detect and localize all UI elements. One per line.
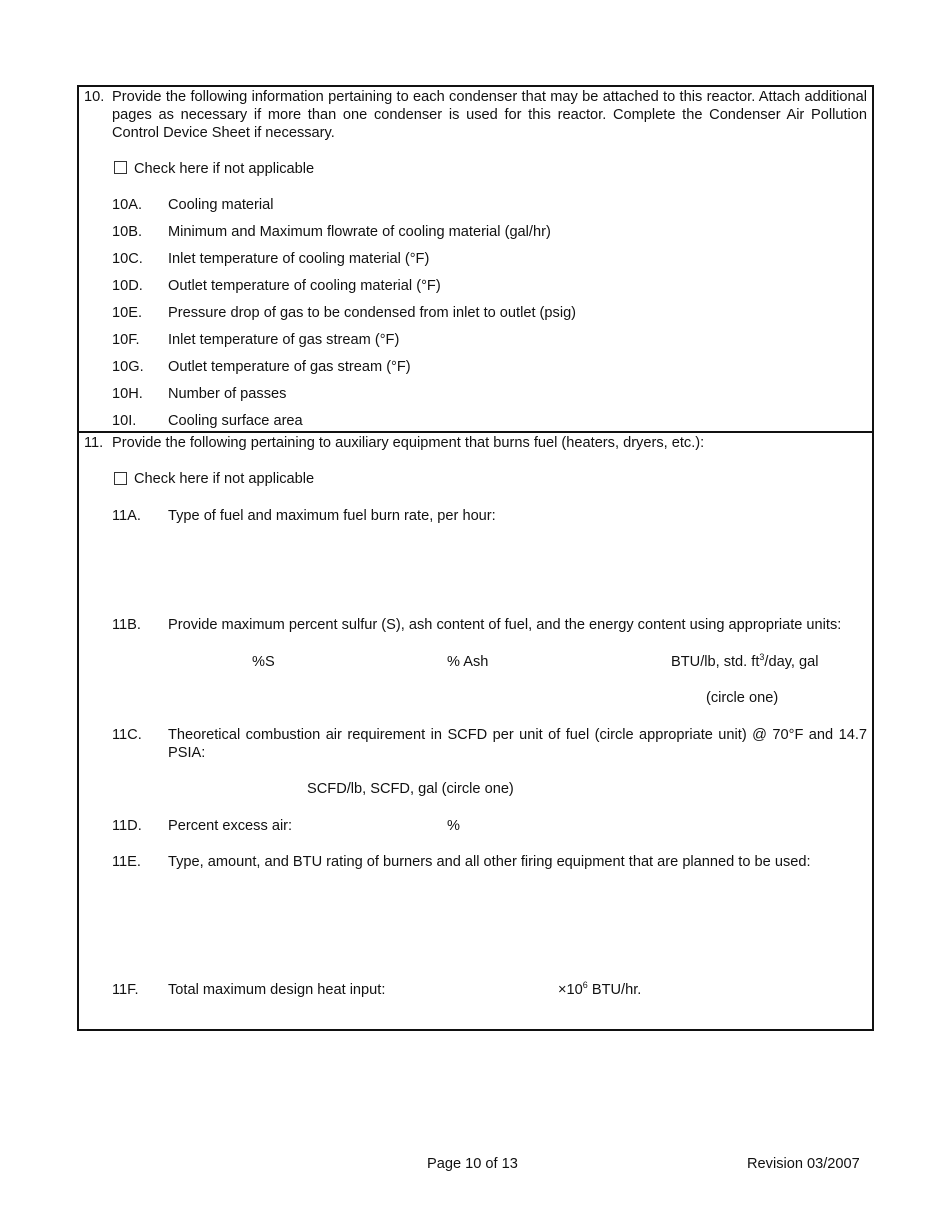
item-label: Outlet temperature of gas stream (°F)	[168, 359, 411, 375]
section-10-not-applicable-checkbox[interactable]	[114, 161, 127, 174]
circle-one-note: (circle one)	[706, 690, 779, 706]
item-code: 10D.	[112, 278, 143, 294]
item-label: Type, amount, and BTU rating of burners and all other firing equipment that are planned to be used:	[168, 854, 811, 870]
heat-input-unit-label: $\times 10^6$ BTU/hr.	[558, 980, 642, 998]
item-code: 11F.	[112, 982, 139, 998]
section-10-not-applicable-label: Check here if not applicable	[134, 161, 315, 177]
item-label: Inlet temperature of cooling material (°F)	[168, 251, 430, 267]
item-code: 11B.	[112, 617, 141, 633]
page-number: Page 10 of 13	[427, 1156, 518, 1172]
section-11-not-applicable-label: Check here if not applicable	[134, 471, 315, 487]
section-11-number: 11.	[84, 435, 104, 451]
sulfur-unit-label: %S	[252, 654, 275, 670]
item-code: 10E.	[112, 305, 143, 321]
percent-unit-label: %	[447, 818, 460, 834]
section-11-instructions: Provide the following pertaining to auxiliary equipment that burns fuel (heaters, dryers, etc.):	[112, 435, 705, 451]
item-code: 10G.	[112, 359, 144, 375]
item-code: 10C.	[112, 251, 143, 267]
item-code: 10A.	[112, 197, 143, 213]
item-code: 11A.	[112, 508, 141, 524]
item-label: Cooling surface area	[168, 413, 303, 429]
item-label: Minimum and Maximum flowrate of cooling material (gal/hr)	[168, 224, 551, 240]
item-code: 10I.	[112, 413, 137, 429]
item-code: 11E.	[112, 854, 141, 870]
energy-unit-label: BTU/lb, std. $ft^3$/day, gal	[671, 652, 819, 670]
item-label: Total maximum design heat input:	[168, 982, 386, 998]
item-label: Cooling material	[168, 197, 274, 213]
item-label: Inlet temperature of gas stream (°F)	[168, 332, 400, 348]
ash-unit-label: % Ash	[447, 654, 489, 670]
item-label: Number of passes	[168, 386, 287, 402]
section-10-number: 10.	[84, 89, 105, 105]
item-label: Theoretical combustion air requirement in SCFD per unit of fuel (circle appropriate unit) @ 70°F and 14.7 PSIA:	[168, 727, 867, 761]
item-label: Pressure drop of gas to be condensed from inlet to outlet (psig)	[168, 305, 577, 321]
section-10-instructions: Provide the following information pertaining to each condenser that may be attached to this reactor. Attach additional pages as necessary if more than one condenser is used for this reactor. Complete the Condenser Air Pollution Control Device Sheet if necessary.	[112, 89, 867, 141]
item-label: Provide maximum percent sulfur (S), ash content of fuel, and the energy content using appropriate units:	[168, 617, 842, 633]
item-label: Outlet temperature of cooling material (°F)	[168, 278, 441, 294]
item-code: 11D.	[112, 818, 142, 834]
revision-label: Revision 03/2007	[747, 1156, 860, 1172]
item-code: 11C.	[112, 727, 142, 743]
section-divider	[77, 431, 874, 433]
item-code: 10B.	[112, 224, 143, 240]
scfd-unit-options: SCFD/lb, SCFD, gal (circle one)	[307, 781, 514, 797]
item-label: Percent excess air:	[168, 818, 293, 834]
section-11-not-applicable-checkbox[interactable]	[114, 472, 127, 485]
item-code: 10H.	[112, 386, 143, 402]
item-code: 10F.	[112, 332, 140, 348]
item-label: Type of fuel and maximum fuel burn rate, per hour:	[168, 508, 496, 524]
